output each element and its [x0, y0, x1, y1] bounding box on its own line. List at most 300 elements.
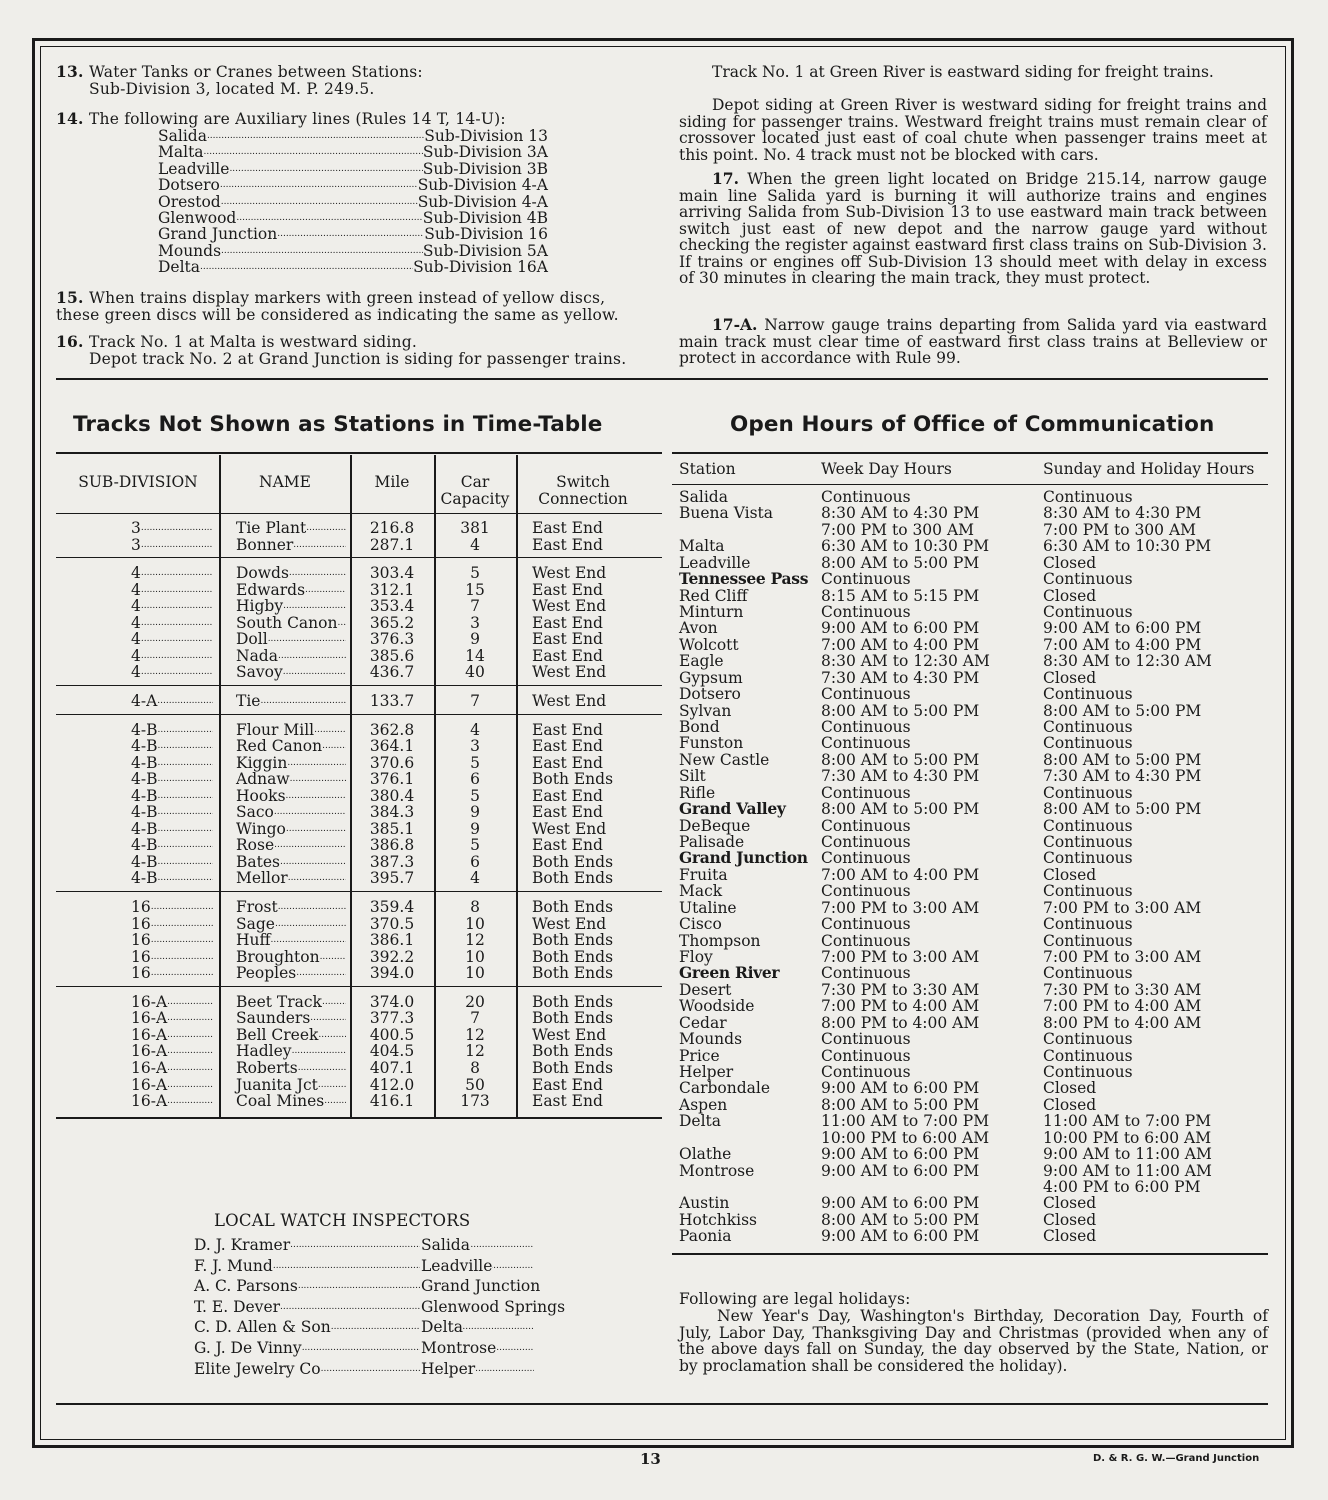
track-name-value: South Canon — [236, 613, 338, 632]
hours-weekday: Continuous — [821, 488, 911, 506]
track-name — [236, 1010, 346, 1027]
track-switch: Both Ends — [532, 992, 614, 1011]
inspector-location: Helper — [421, 1359, 476, 1378]
track-capacity: 5 — [470, 836, 480, 855]
hours-station: Cedar — [679, 1013, 727, 1032]
subdivision-value: 16-A — [131, 992, 168, 1011]
note-green-river-track: Track No. 1 at Green River is eastward siding for freight trains. — [712, 63, 1214, 81]
track-switch: Both Ends — [532, 898, 614, 916]
track-switch: West End — [532, 597, 607, 616]
hours-weekday: 8:00 AM to 5:00 PM — [821, 701, 980, 720]
col-header-subdivision: SUB-DIVISION — [78, 473, 198, 491]
subdivision-value: 4 — [131, 564, 141, 583]
hours-weekday: 11:00 AM to 7:00 PM — [821, 1112, 990, 1131]
group-rule — [56, 685, 662, 686]
track-name-value: Bates — [236, 852, 280, 871]
tracks-table-top-rule — [56, 452, 662, 454]
note-17a-text: Narrow gauge trains departing from Salida yard via eastward main track must clear time of eastward first class trains at Belleview or protect in accordance with Rule 99. — [679, 316, 1267, 367]
auxiliary-line-subdivision: Sub-Division 16A — [413, 258, 548, 277]
hours-table-top-rule — [672, 452, 1268, 454]
hours-weekday: Continuous — [821, 816, 911, 835]
hours-weekday: 6:30 AM to 10:30 PM — [821, 537, 990, 556]
hours-weekday: Continuous — [821, 882, 911, 901]
track-mile: 385.6 — [369, 646, 415, 665]
hours-sunday: Closed — [1043, 1227, 1097, 1246]
hours-sunday: 7:30 AM to 4:30 PM — [1043, 767, 1202, 786]
leader-dots — [290, 1237, 534, 1254]
column-divider — [516, 455, 518, 1118]
track-subdivision — [131, 520, 213, 537]
hours-weekday: 7:00 AM to 4:00 PM — [821, 865, 980, 884]
bottom-rule — [56, 1403, 1268, 1405]
leader-dots — [322, 994, 346, 1011]
hours-weekday: 9:00 AM to 6:00 PM — [821, 619, 980, 638]
track-subdivision — [131, 932, 213, 949]
leader-dots — [167, 1043, 213, 1060]
hours-sunday: Continuous — [1043, 1046, 1133, 1065]
leader-dots — [322, 738, 346, 755]
track-capacity: 8 — [470, 1058, 480, 1077]
hours-station: Funston — [679, 734, 744, 753]
track-name — [236, 870, 346, 887]
header-rule — [56, 513, 662, 514]
hours-sunday: Closed — [1043, 668, 1097, 687]
note-line: Water Tanks or Cranes between Stations: — [89, 63, 423, 81]
track-name — [236, 837, 346, 854]
track-subdivision — [131, 582, 213, 599]
hours-station: Floy — [679, 948, 713, 967]
hours-sunday: Closed — [1043, 1194, 1097, 1213]
auxiliary-line-row — [158, 144, 548, 161]
track-name-value: Saco — [236, 803, 274, 822]
auxiliary-line-name: Dotsero — [158, 176, 220, 195]
track-mile: 370.5 — [369, 914, 415, 933]
track-name — [236, 537, 346, 554]
track-switch: East End — [532, 519, 603, 537]
track-capacity: 7 — [470, 1009, 480, 1028]
subdivision-value: 4 — [131, 646, 141, 665]
hours-station: Hotchkiss — [679, 1210, 757, 1229]
leader-dots — [292, 1043, 346, 1060]
hours-weekday: 7:00 AM to 4:00 PM — [821, 635, 980, 654]
track-mile: 312.1 — [369, 580, 415, 599]
auxiliary-line-name: Salida — [158, 127, 207, 145]
track-subdivision — [131, 994, 213, 1011]
track-name — [236, 631, 346, 648]
track-mile: 385.1 — [369, 819, 415, 838]
auxiliary-line-subdivision: Sub-Division 4-A — [417, 192, 548, 211]
hours-sunday: Continuous — [1043, 1030, 1133, 1049]
hours-station: Delta — [679, 1112, 722, 1131]
track-subdivision — [131, 598, 213, 615]
leader-dots — [167, 994, 213, 1011]
hours-station: Buena Vista — [679, 504, 773, 523]
col-header-capacity-line1: Car — [460, 473, 490, 491]
leader-dots — [207, 128, 424, 145]
track-mile: 407.1 — [369, 1058, 415, 1077]
auxiliary-line-row — [158, 177, 548, 194]
hours-sunday: 9:00 AM to 6:00 PM — [1043, 619, 1202, 638]
track-mile: 380.4 — [369, 786, 415, 805]
hours-weekday: Continuous — [821, 1030, 911, 1049]
track-name — [236, 664, 346, 681]
track-name — [236, 1027, 346, 1044]
track-name-value: Savoy — [236, 663, 283, 682]
auxiliary-line-name: Orestod — [158, 192, 221, 211]
auxiliary-line-subdivision: Sub-Division 4B — [422, 209, 548, 227]
auxiliary-line-name: Malta — [158, 143, 204, 162]
track-name-value: Hadley — [236, 1042, 292, 1061]
track-name-value: Bell Creek — [236, 1025, 319, 1044]
hours-bottom-rule — [672, 1253, 1268, 1255]
hours-sunday: Continuous — [1043, 964, 1133, 983]
track-mile: 287.1 — [369, 535, 415, 554]
track-name-value: Sage — [236, 914, 275, 933]
leader-dots — [278, 899, 346, 916]
subdivision-value: 4-B — [131, 786, 158, 805]
track-name-value: Hooks — [236, 786, 286, 805]
holidays-intro: Following are legal holidays: — [679, 1290, 911, 1308]
track-switch: East End — [532, 737, 603, 756]
track-subdivision — [131, 854, 213, 871]
subdivision-value: 16 — [131, 931, 151, 950]
leader-dots — [158, 755, 214, 772]
note-number: 14. — [56, 109, 84, 128]
watch-inspector-row — [194, 1361, 534, 1378]
hours-sunday: Continuous — [1043, 488, 1133, 506]
hours-weekday: 8:00 AM to 5:00 PM — [821, 553, 980, 572]
track-switch: West End — [532, 914, 607, 933]
auxiliary-line-row — [158, 128, 548, 145]
inspector-location: Salida — [421, 1236, 470, 1254]
auxiliary-line-subdivision: Sub-Division 4-A — [417, 176, 548, 195]
subdivision-value: 4-B — [131, 836, 158, 855]
subdivision-value: 4 — [131, 597, 141, 616]
hours-weekday: Continuous — [821, 718, 911, 737]
auxiliary-line-row — [158, 194, 548, 211]
track-subdivision — [131, 965, 213, 982]
track-mile: 412.0 — [369, 1075, 415, 1094]
track-mile: 394.0 — [369, 964, 415, 983]
hours-sunday: Continuous — [1043, 685, 1133, 704]
leader-dots — [283, 664, 346, 681]
track-name — [236, 755, 346, 772]
track-subdivision — [131, 693, 213, 710]
track-name — [236, 821, 346, 838]
track-subdivision — [131, 755, 213, 772]
track-switch: Both Ends — [532, 931, 614, 950]
hours-sunday: 8:30 AM to 12:30 AM — [1043, 652, 1212, 671]
hours-weekday: 8:30 AM to 4:30 PM — [821, 504, 980, 523]
col-header-mile: Mile — [374, 473, 410, 491]
track-capacity: 6 — [470, 770, 480, 789]
track-mile: 362.8 — [369, 720, 415, 739]
hours-sunday: Closed — [1043, 1210, 1097, 1229]
track-switch: Both Ends — [532, 852, 614, 871]
hours-station: Woodside — [679, 997, 755, 1016]
col-header-capacity-line2: Capacity — [440, 490, 510, 508]
hours-sunday: Closed — [1043, 1095, 1097, 1114]
leader-dots — [274, 804, 346, 821]
hours-station: Carbondale — [679, 1079, 771, 1098]
leader-dots — [158, 821, 214, 838]
inspector-name: G. J. De Vinny — [194, 1339, 302, 1357]
auxiliary-line-subdivision: Sub-Division 3A — [422, 143, 548, 162]
hours-weekday: Continuous — [821, 603, 911, 621]
leader-dots — [151, 932, 213, 949]
inspector-name: D. J. Kramer — [194, 1236, 291, 1254]
track-name — [236, 994, 346, 1011]
subdivision-value: 4-B — [131, 753, 158, 772]
track-switch: East End — [532, 1075, 603, 1094]
leader-dots — [167, 1060, 213, 1077]
track-name-value: Dowds — [236, 564, 289, 583]
track-name-value: Beet Track — [236, 992, 322, 1011]
track-name-value: Tie — [236, 691, 261, 710]
col-header-switch — [518, 474, 648, 508]
leader-dots — [296, 965, 346, 982]
subdivision-value: 4-B — [131, 819, 158, 838]
track-subdivision — [131, 648, 213, 665]
hours-station: Grand Valley — [679, 799, 786, 819]
track-name — [236, 565, 346, 582]
inspector-location: Grand Junction — [421, 1277, 541, 1296]
leader-dots — [167, 1093, 213, 1110]
hours-weekday: 7:30 PM to 3:30 AM — [821, 980, 980, 999]
hours-station: New Castle — [679, 750, 770, 769]
watch-inspector-row — [194, 1319, 534, 1336]
section-divider — [56, 378, 1268, 380]
tracks-bottom-rule — [56, 1117, 662, 1119]
leader-dots — [158, 870, 214, 887]
leader-dots — [151, 949, 213, 966]
note-number: 16. — [56, 332, 84, 351]
track-name-value: Rose — [236, 836, 275, 855]
track-capacity: 12 — [465, 1042, 485, 1061]
track-name-value: Red Canon — [236, 737, 323, 756]
track-mile: 384.3 — [369, 803, 415, 822]
track-switch: West End — [532, 691, 607, 710]
track-capacity: 381 — [460, 519, 490, 537]
track-mile: 386.8 — [369, 836, 415, 855]
track-capacity: 15 — [465, 580, 485, 599]
track-subdivision — [131, 916, 213, 933]
hours-sunday: Continuous — [1043, 603, 1133, 621]
track-subdivision — [131, 565, 213, 582]
track-subdivision — [131, 664, 213, 681]
leader-dots — [151, 965, 213, 982]
auxiliary-line-subdivision: Sub-Division 5A — [422, 241, 548, 260]
track-name-value: Flour Mill — [236, 720, 315, 739]
page-number: 13 — [640, 1450, 661, 1468]
hours-station: Austin — [679, 1194, 730, 1213]
auxiliary-line-row — [158, 243, 548, 260]
track-name — [236, 1043, 346, 1060]
hours-station: Aspen — [679, 1095, 728, 1114]
track-mile: 374.0 — [369, 992, 415, 1011]
auxiliary-line-row — [158, 259, 548, 276]
subdivision-value: 16-A — [131, 1025, 168, 1044]
hours-station: Green River — [679, 963, 780, 983]
hours-sunday: 7:00 AM to 4:00 PM — [1043, 635, 1202, 654]
hours-weekday: Continuous — [821, 1063, 911, 1082]
hours-weekday: 8:00 AM to 5:00 PM — [821, 750, 980, 769]
track-subdivision — [131, 1060, 213, 1077]
leader-dots — [275, 916, 346, 933]
hours-station: Mounds — [679, 1030, 743, 1049]
track-name-value: Saunders — [236, 1009, 311, 1028]
track-capacity: 10 — [465, 914, 485, 933]
track-capacity: 12 — [465, 1025, 485, 1044]
hours-weekday: Continuous — [821, 783, 911, 802]
track-name — [236, 1093, 346, 1110]
track-capacity: 5 — [470, 564, 480, 583]
leader-dots — [141, 648, 213, 665]
subdivision-value: 4-A — [131, 691, 158, 710]
track-subdivision — [131, 722, 213, 739]
track-capacity: 10 — [465, 964, 485, 983]
leader-dots — [318, 1027, 346, 1044]
subdivision-value: 16-A — [131, 1009, 168, 1028]
track-name-value: Kiggin — [236, 753, 288, 772]
hours-sunday: 8:00 AM to 5:00 PM — [1043, 800, 1202, 819]
group-rule — [56, 557, 662, 558]
track-name-value: Nada — [236, 646, 278, 665]
hours-sunday: 8:00 PM to 4:00 AM — [1043, 1013, 1202, 1032]
subdivision-value: 3 — [131, 519, 141, 537]
track-capacity: 7 — [470, 691, 480, 710]
leader-dots — [204, 144, 423, 161]
col-header-switch-line2: Connection — [538, 490, 628, 508]
leader-dots — [305, 582, 346, 599]
leader-dots — [158, 771, 214, 788]
leader-dots — [167, 1027, 213, 1044]
auxiliary-line-name: Grand Junction — [158, 225, 278, 244]
track-capacity: 3 — [470, 613, 480, 632]
track-capacity: 9 — [470, 630, 480, 649]
track-name — [236, 788, 346, 805]
subdivision-value: 4-B — [131, 869, 158, 888]
track-subdivision — [131, 804, 213, 821]
track-capacity: 5 — [470, 753, 480, 772]
track-capacity: 50 — [465, 1075, 485, 1094]
track-mile: 387.3 — [369, 852, 415, 871]
track-switch: East End — [532, 580, 603, 599]
leader-dots — [141, 582, 213, 599]
hours-weekday: Continuous — [821, 685, 911, 704]
track-capacity: 4 — [470, 720, 480, 739]
track-capacity: 8 — [470, 898, 480, 916]
track-mile: 216.8 — [369, 519, 415, 537]
track-subdivision — [131, 615, 213, 632]
watch-inspector-row — [194, 1237, 534, 1254]
watch-inspectors-title: LOCAL WATCH INSPECTORS — [214, 1211, 471, 1230]
group-rule — [56, 891, 662, 892]
auxiliary-line-name: Glenwood — [158, 209, 237, 227]
subdivision-value: 16 — [131, 947, 151, 966]
hours-sunday: Continuous — [1043, 718, 1133, 737]
track-switch: Both Ends — [532, 1009, 614, 1028]
track-capacity: 10 — [465, 947, 485, 966]
leader-dots — [141, 598, 213, 615]
subdivision-value: 16 — [131, 898, 151, 916]
track-subdivision — [131, 821, 213, 838]
leader-dots — [298, 1060, 346, 1077]
track-name — [236, 1060, 346, 1077]
group-rule — [56, 714, 662, 715]
hours-weekday: 8:00 AM to 5:00 PM — [821, 800, 980, 819]
subdivision-value: 4-B — [131, 803, 158, 822]
leader-dots — [337, 615, 346, 632]
leader-dots — [151, 899, 213, 916]
inspector-name: Elite Jewelry Co — [194, 1359, 321, 1378]
auxiliary-line-subdivision: Sub-Division 13 — [424, 127, 548, 145]
column-divider — [219, 455, 221, 1118]
track-name — [236, 804, 346, 821]
track-name-value: Adnaw — [236, 770, 290, 789]
subdivision-value: 4 — [131, 613, 141, 632]
track-name — [236, 615, 346, 632]
hours-weekday: Continuous — [821, 915, 911, 934]
hours-sunday: 4:00 PM to 6:00 PM — [1043, 1178, 1201, 1197]
track-mile: 364.1 — [369, 737, 415, 756]
hours-station: Fruita — [679, 865, 728, 884]
track-name-value: Roberts — [236, 1058, 298, 1077]
subdivision-value: 4 — [131, 580, 141, 599]
leader-dots — [280, 854, 346, 871]
hours-station: Eagle — [679, 652, 724, 671]
leader-dots — [141, 520, 213, 537]
track-name-value: Higby — [236, 597, 284, 616]
hours-station: Tennessee Pass — [679, 569, 809, 589]
inspector-name: C. D. Allen & Son — [194, 1318, 331, 1337]
track-switch: East End — [532, 1092, 603, 1111]
leader-dots — [220, 177, 418, 194]
track-capacity: 4 — [470, 535, 480, 554]
hours-weekday: 8:00 AM to 5:00 PM — [821, 1210, 980, 1229]
subdivision-value: 16 — [131, 914, 151, 933]
hours-sunday: Continuous — [1043, 570, 1133, 589]
hours-weekday: 8:00 PM to 4:00 AM — [821, 1013, 980, 1032]
hours-sunday: 7:00 PM to 300 AM — [1043, 520, 1197, 539]
track-mile: 386.1 — [369, 931, 415, 950]
auxiliary-line-row — [158, 161, 548, 178]
hours-station: Desert — [679, 980, 732, 999]
hours-weekday: Continuous — [821, 833, 911, 852]
track-switch: East End — [532, 630, 603, 649]
track-switch: East End — [532, 646, 603, 665]
hours-sunday: 8:00 AM to 5:00 PM — [1043, 701, 1202, 720]
hours-station: Thompson — [679, 931, 761, 950]
track-switch: East End — [532, 786, 603, 805]
hours-weekday: 8:00 AM to 5:00 PM — [821, 1095, 980, 1114]
subdivision-value: 4 — [131, 630, 141, 649]
track-capacity: 40 — [465, 663, 485, 682]
track-mile: 133.7 — [369, 691, 415, 710]
track-capacity: 9 — [470, 803, 480, 822]
track-name — [236, 722, 346, 739]
hours-station: Wolcott — [679, 635, 739, 654]
subdivision-value: 16-A — [131, 1042, 168, 1061]
track-subdivision — [131, 1093, 213, 1110]
hours-sunday: Closed — [1043, 1079, 1097, 1098]
hours-station: Sylvan — [679, 701, 732, 720]
leader-dots — [260, 693, 346, 710]
leader-dots — [236, 210, 422, 227]
hours-header-sunday: Sunday and Holiday Hours — [1043, 460, 1255, 478]
leader-dots — [324, 1093, 346, 1110]
track-switch: Both Ends — [532, 1058, 614, 1077]
